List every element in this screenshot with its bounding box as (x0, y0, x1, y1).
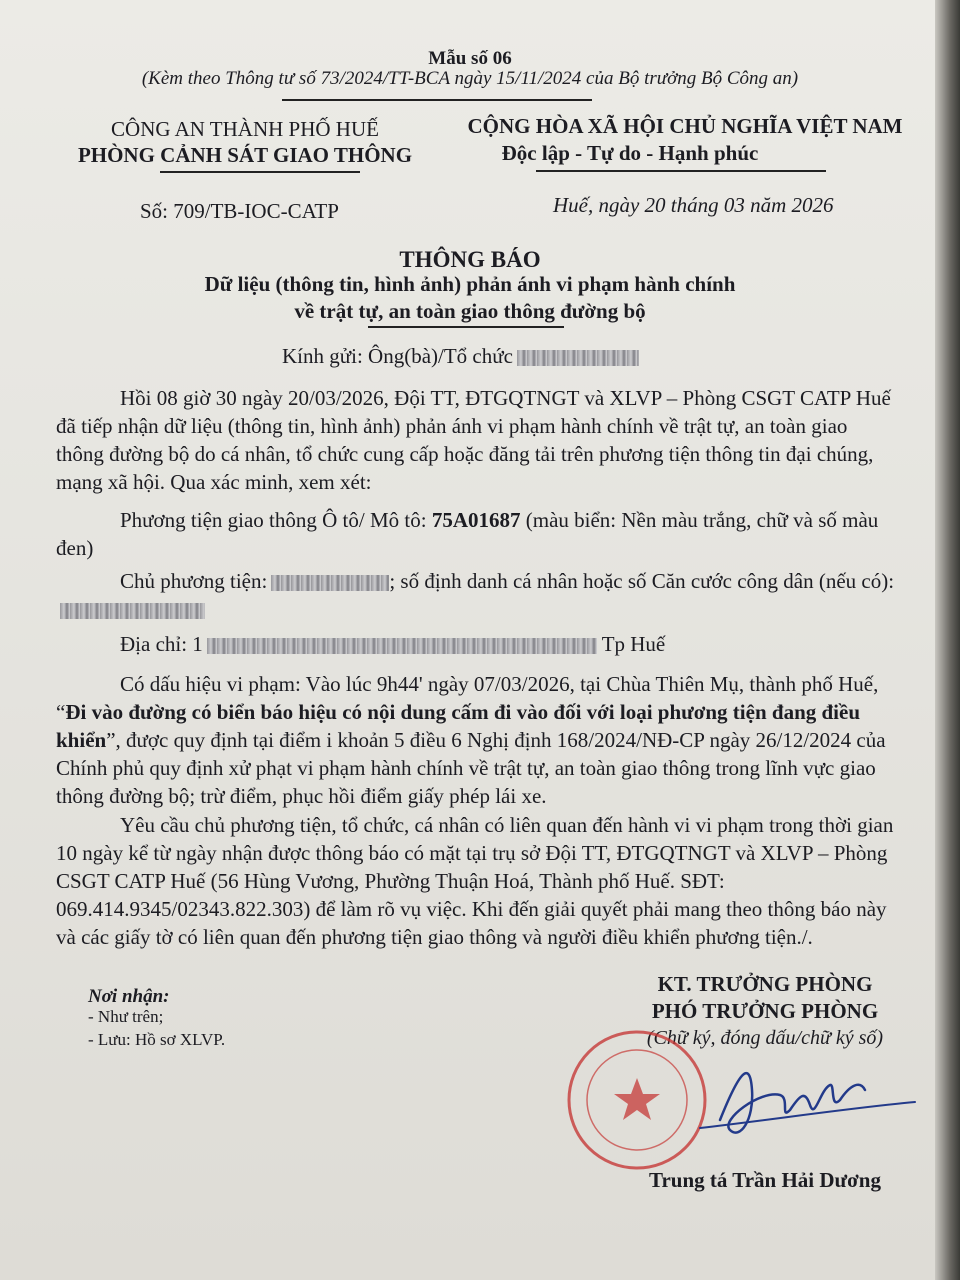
redacted-id-number (60, 603, 205, 619)
paragraph-address (56, 630, 896, 658)
national-motto: Độc lập - Tự do - Hạnh phúc (501, 141, 759, 165)
intro-text: Hồi 08 giờ 30 ngày 20/03/2026, Đội TT, ĐTGQTNGT và XLVP – Phòng CSGT CATP Huế đã tiếp nhận dữ liệu (thông tin, hình ảnh) phản ánh vi phạm hành chính về trật tự, an toàn giao thông đường bộ do cá nhân, tổ chức cung cấp hoặc đăng tải trên phương tiện thông tin đại chúng, mạng xã hội. Qua xác minh, xem xét: (56, 386, 891, 494)
document-subtitle-line2: về trật tự, an toàn giao thông đường bộ (294, 299, 646, 323)
redacted-owner (271, 575, 389, 591)
owner-label: Chủ phương tiện: (120, 569, 268, 593)
header-divider (282, 99, 592, 101)
recipient-label: Kính gửi: Ông(bà)/Tổ chức (282, 344, 513, 368)
address-city: Tp Huế (601, 632, 666, 656)
form-attachment: (Kèm theo Thông tư số 73/2024/TT-BCA ngày 15/11/2024 của Bộ trưởng Bộ Công an) (141, 68, 799, 89)
redacted-address (207, 638, 597, 654)
document-subtitle-line1: Dữ liệu (thông tin, hình ảnh) phản ánh vi phạm hành chính (204, 272, 736, 296)
subtitle-underline (368, 326, 564, 328)
license-plate: 75A01687 (431, 508, 521, 532)
issuer-underline (160, 171, 360, 173)
address-label: Địa chỉ: 1 (120, 632, 203, 656)
signer-name: Trung tá Trần Hải Dương (649, 1168, 881, 1192)
redacted-recipient (517, 350, 639, 366)
paragraph-owner (56, 567, 896, 623)
issuer-authority: CÔNG AN THÀNH PHỐ HUẾ (111, 117, 379, 141)
document-title: THÔNG BÁO (399, 247, 541, 272)
violation-text: Có dấu hiệu vi phạm: Vào lúc 9h44' ngày 07/03/2026, tại Chùa Thiên Mụ, thành phố Huế, “Đi vào đường có biển báo hiệu có nội dung cấm đi vào đối với loại phương tiện đang điều khiển”, được quy định tại điểm i khoản 5 điều 6 Nghị định 168/2024/NĐ-CP ngày 26/12/2024 của Chính phủ quy định xử phạt vi phạm hành chính về trật tự, an toàn giao thông trong lĩnh vực giao thông đường bộ; trừ điểm, phục hồi điểm giấy phép lái xe. (56, 672, 886, 808)
paragraph-intro (56, 384, 896, 496)
signer-line-1: KT. TRƯỞNG PHÒNG (657, 972, 873, 996)
form-number: Mẫu số 06 (428, 48, 512, 69)
page-edge-shadow (935, 0, 960, 1280)
document-date: Huế, ngày 20 tháng 03 năm 2026 (553, 193, 834, 217)
request-text: Yêu cầu chủ phương tiện, tổ chức, cá nhân có liên quan đến hành vi vi phạm trong thời gian 10 ngày kể từ ngày nhận được thông báo có mặt tại trụ sở Đội TT, ĐTGQTNGT và XLVP – Phòng CSGT CATP Huế (56 Hùng Vương, Phường Thuận Hoá, Thành phố Huế. SĐT: 069.414.9345/02343.822.303) để làm rõ vụ việc. Khi đến giải quyết phải mang theo thông báo này và các giấy tờ có liên quan đến phương tiện giao thông và người điều khiển phương tiện./. (56, 813, 894, 949)
recipient-item-2: - Lưu: Hồ sơ XLVP. (88, 1030, 226, 1049)
recipients-title: Nơi nhận: (88, 986, 170, 1007)
issuer-department: PHÒNG CẢNH SÁT GIAO THÔNG (77, 143, 413, 167)
vehicle-label: Phương tiện giao thông Ô tô/ Mô tô: (120, 508, 427, 532)
motto-underline (536, 170, 826, 172)
owner-id-label: ; số định danh cá nhân hoặc số Căn cước công dân (nếu có): (389, 569, 895, 593)
paragraph-request (56, 811, 896, 951)
owner-line (56, 567, 896, 623)
violation-behavior: Đi vào đường có biển báo hiệu có nội dung cấm đi vào đối với loại phương tiện đang điều khiển (56, 700, 861, 752)
vehicle-line (56, 506, 896, 562)
paragraph-violation (56, 670, 896, 810)
national-title: CỘNG HÒA XÃ HỘI CHỦ NGHĨA VIỆT NAM (467, 114, 903, 138)
recipient-line (282, 344, 639, 369)
recipient-item-1: - Như trên; (88, 1007, 164, 1026)
handwritten-signature (680, 1050, 920, 1160)
signer-note: (Chữ ký, đóng dấu/chữ ký số) (646, 1027, 884, 1049)
paragraph-vehicle (56, 506, 896, 562)
plate-color: (màu biển: Nền màu trắng, chữ và số màu đen) (56, 508, 879, 560)
document-number: Số: 709/TB-IOC-CATP (140, 199, 339, 223)
signer-line-2: PHÓ TRƯỞNG PHÒNG (651, 999, 879, 1023)
address-line (56, 630, 896, 658)
